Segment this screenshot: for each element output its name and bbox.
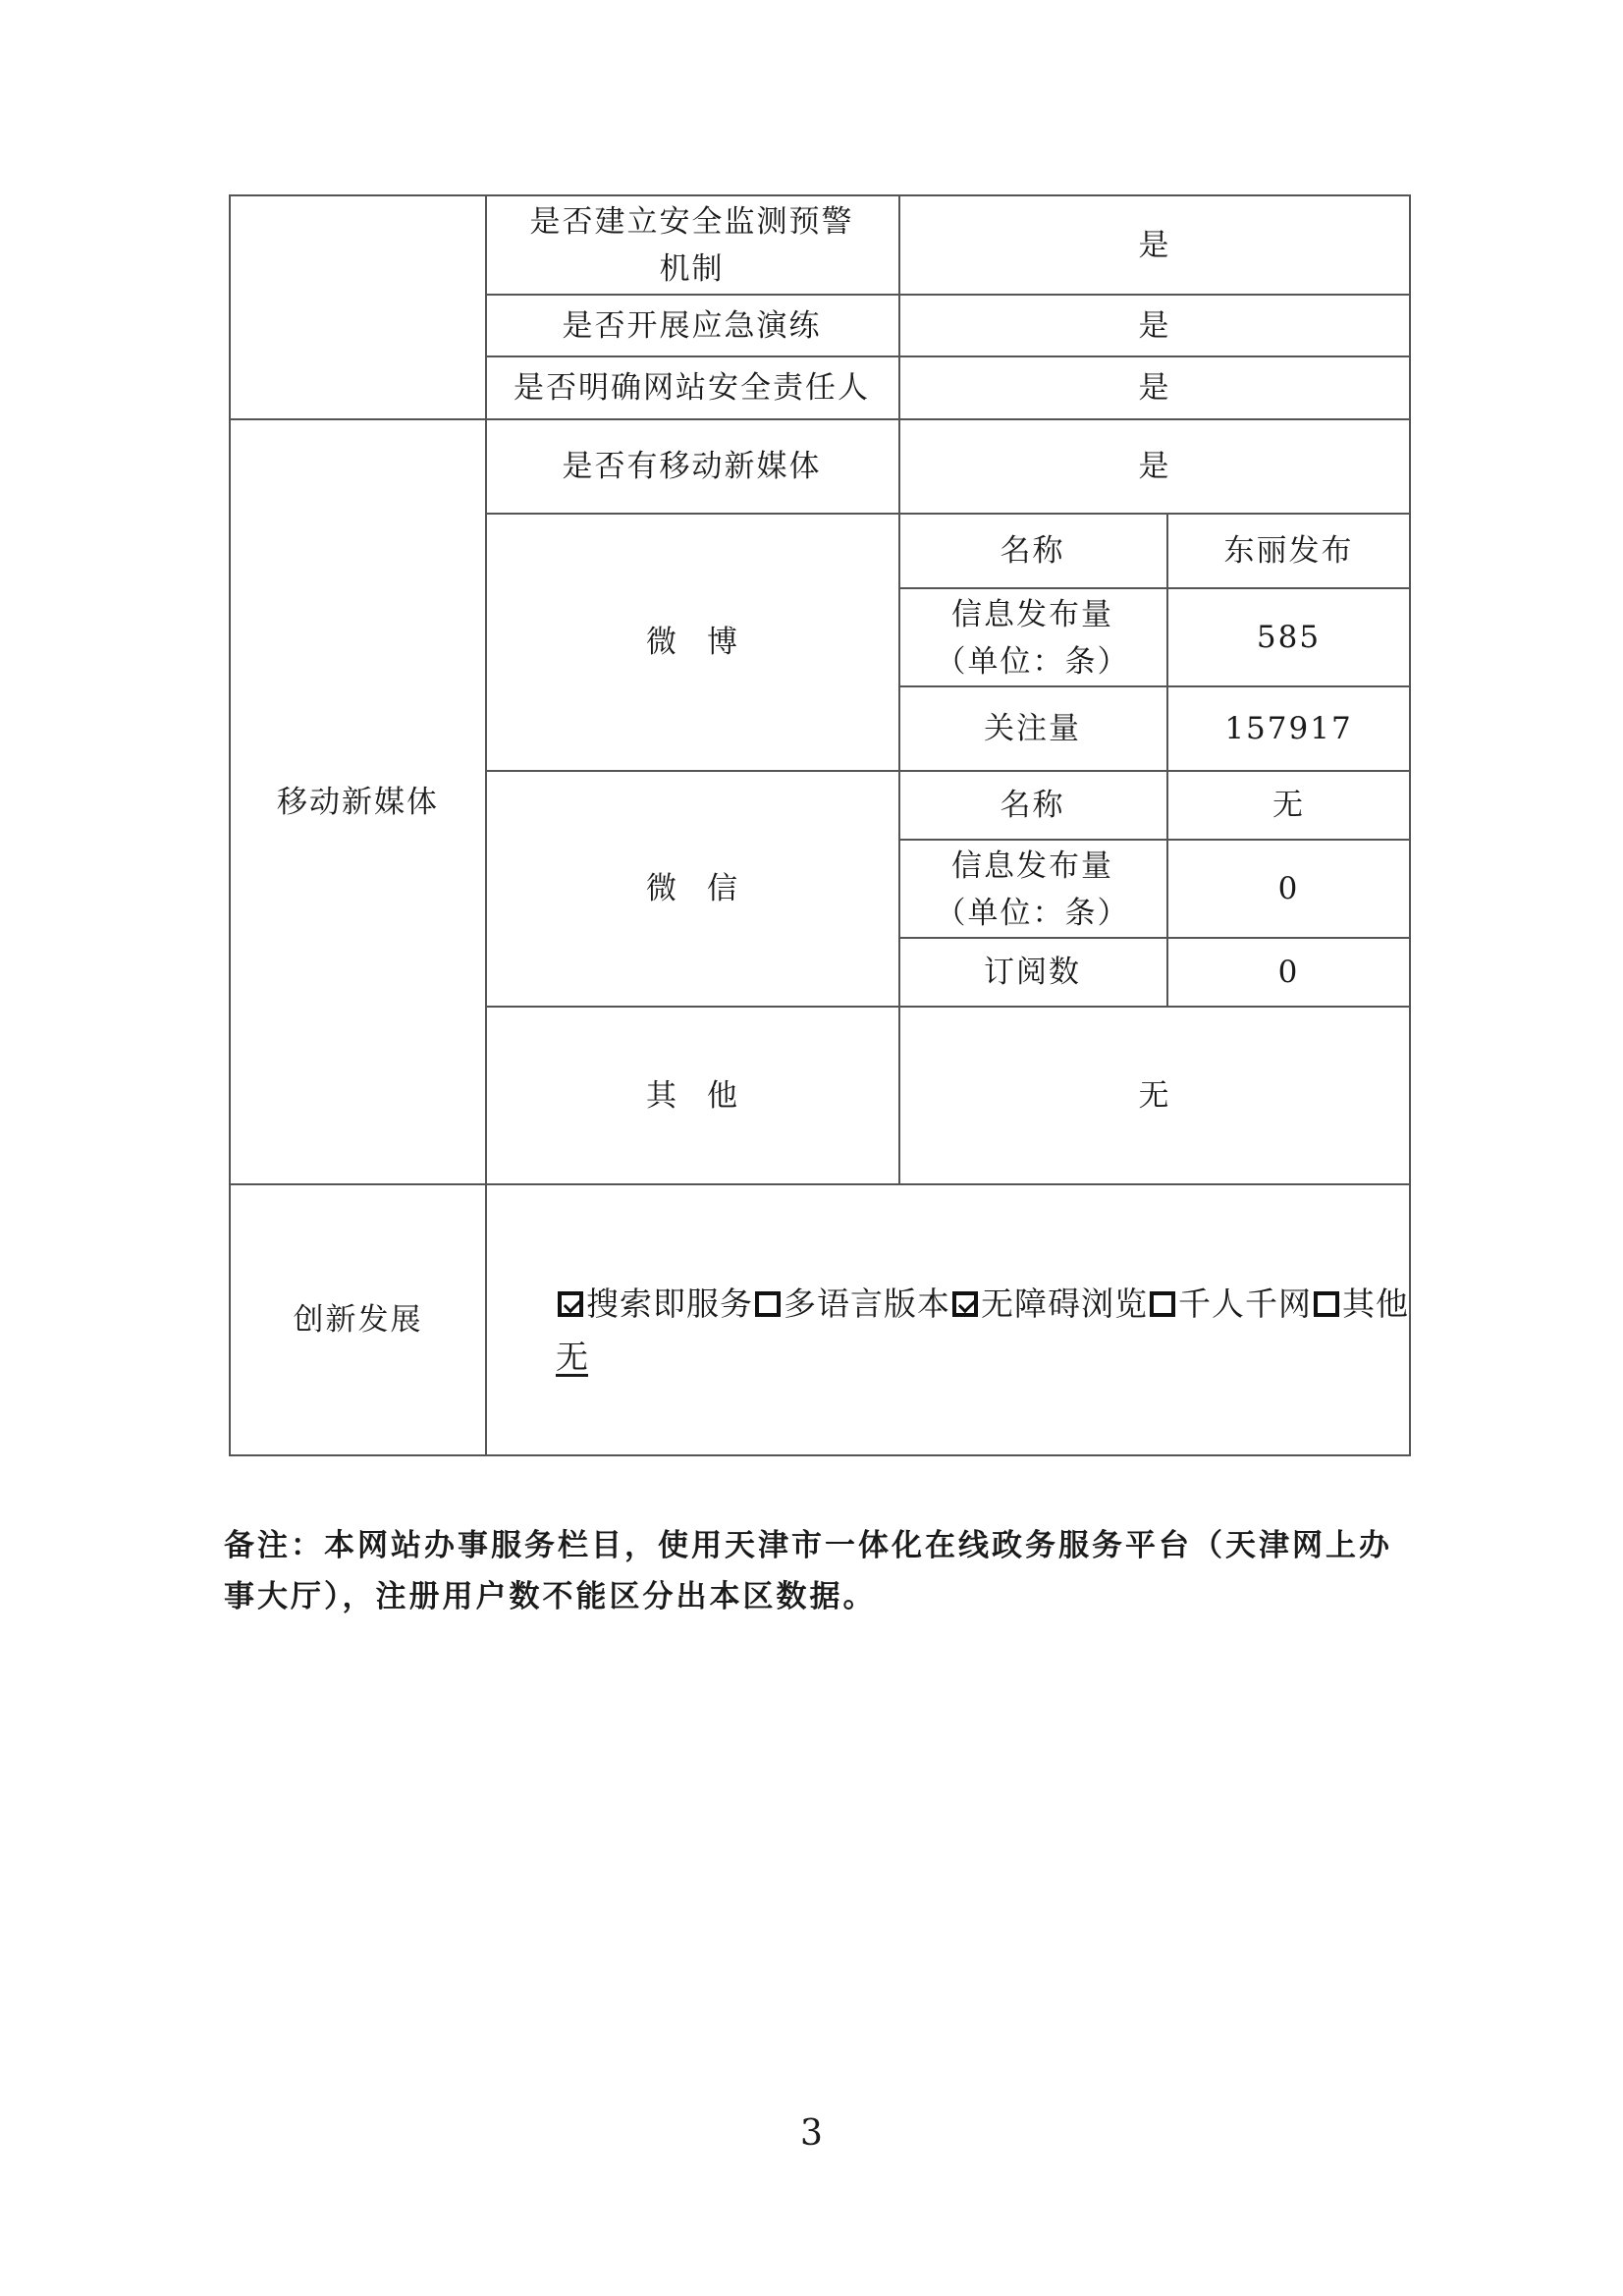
option-label: 无障碍浏览 (981, 1285, 1148, 1323)
wechat-posts-label-line2: （单位：条） (935, 896, 1130, 931)
weibo-posts-value: 585 (1256, 620, 1322, 655)
option-label: 搜索即服务 (586, 1285, 753, 1323)
weibo-label: 微 博 (646, 625, 737, 660)
wechat-posts-value: 0 (1277, 871, 1300, 906)
monitoring-label-line2: 机制 (659, 251, 725, 287)
responsible-label: 是否明确网站安全责任人 (514, 370, 870, 406)
option-multilingual[interactable] (753, 1279, 950, 1330)
drill-value: 是 (1138, 307, 1171, 344)
other-media-label: 其 他 (646, 1077, 737, 1114)
weibo-posts-label-line1: 信息发布量 (951, 597, 1113, 632)
page-number: 3 (800, 2113, 823, 2154)
has-mobile-value: 是 (1138, 449, 1171, 484)
monitoring-label (485, 196, 898, 294)
wechat-name-label: 名称 (1000, 788, 1065, 823)
weibo-posts-label (898, 589, 1166, 685)
drill-label: 是否开展应急演练 (562, 307, 822, 344)
weibo-followers-value: 157917 (1224, 711, 1353, 746)
weibo-followers-label: 关注量 (984, 711, 1081, 746)
weibo-name-value: 东丽发布 (1223, 533, 1354, 569)
responsible-value: 是 (1138, 370, 1171, 406)
option-label: 其他 (1342, 1285, 1409, 1323)
wechat-subscribers-label: 订阅数 (984, 955, 1081, 990)
option-search-as-service[interactable] (556, 1279, 753, 1330)
checkbox-icon[interactable] (1150, 1291, 1175, 1317)
checkbox-icon[interactable] (1314, 1291, 1339, 1317)
weibo-name-label: 名称 (1000, 533, 1065, 569)
checkbox-icon[interactable] (558, 1291, 583, 1317)
option-label: 千人千网 (1178, 1285, 1312, 1323)
other-media-value: 无 (1138, 1077, 1171, 1114)
option-personalized[interactable] (1148, 1279, 1312, 1330)
weibo-posts-label-line2: （单位：条） (935, 644, 1130, 680)
has-mobile-label: 是否有移动新媒体 (562, 449, 822, 484)
innovation-section-label: 创新发展 (293, 1302, 423, 1338)
monitoring-value: 是 (1138, 227, 1171, 263)
option-label: 多语言版本 (784, 1285, 950, 1323)
innovation-other-value: 无 (556, 1338, 588, 1376)
mobile-section-label: 移动新媒体 (277, 784, 439, 820)
checkbox-icon[interactable] (755, 1291, 781, 1317)
wechat-posts-label-line1: 信息发布量 (951, 848, 1113, 884)
wechat-subscribers-value: 0 (1277, 955, 1300, 990)
checkbox-icon[interactable] (952, 1291, 978, 1317)
footnote: 备注：本网站办事服务栏目，使用天津市一体化在线政务服务平台（天津网上办事大厅），注册用户数不能区分出本区数据。 (224, 1528, 1392, 1614)
wechat-posts-label (898, 841, 1166, 937)
wechat-label: 微 信 (646, 871, 737, 906)
option-accessibility[interactable] (950, 1279, 1148, 1330)
wechat-name-value: 无 (1272, 788, 1305, 823)
option-other[interactable] (1312, 1279, 1409, 1330)
monitoring-label-line1: 是否建立安全监测预警 (529, 204, 854, 240)
innovation-options (556, 1279, 1420, 1330)
